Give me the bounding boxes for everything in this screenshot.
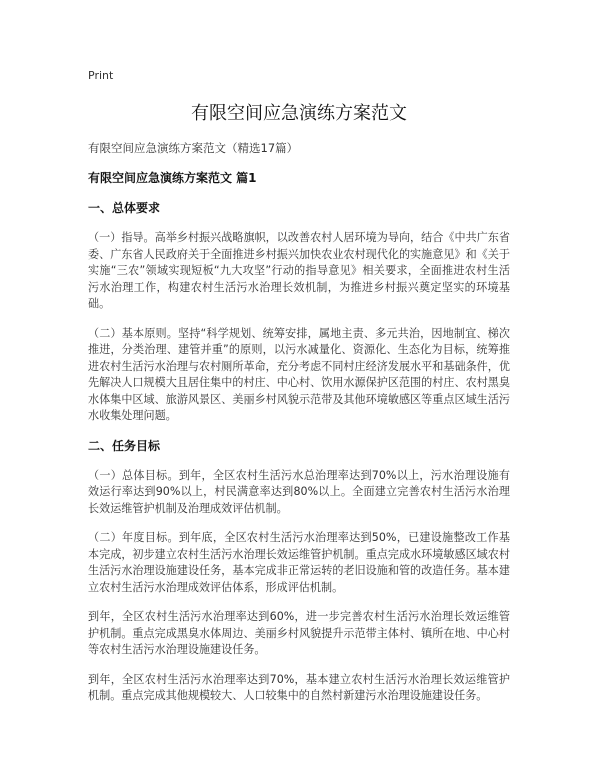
paragraph-guidance: （一）指导。高举乡村振兴战略旗帜，以改善农村人居环境为导向，结合《中共广东省委、广东省人民政府关于全面推进乡村振兴加快农业农村现代化的实施意见》和《关于实施“三农”领域实现短板“九大攻坚”行动的指导意见》相关要求，全面推进农村生活污水治理工作，构建农村生活污水治理长效机制，为推进乡村振兴奠定坚实的环境基础。 xyxy=(88,231,510,310)
document-subtitle: 有限空间应急演练方案范文（精选17篇） xyxy=(88,141,299,155)
section-title: 有限空间应急演练方案范文 篇1 xyxy=(88,171,257,185)
paragraph-basic-principles: （二）基本原则。坚持“科学规划、统筹安排，属地主责、多元共治，因地制宜、梯次推进，分类治理、建管并重”的原则，以污水减量化、资源化、生态化为目标，统筹推进农村生活污水治理与农村厕所革命，充分考虑不同村庄经济发展水平和基础条件，优先解决人口规模大且居住集中的村庄、中心村、饮用水源保护区范围的村庄、农村黑臭水体集中区域、旅游风景区、美丽乡村风貌示范带及其他环境敏感区等重点区域生活污水收集处理问题。 xyxy=(88,326,510,422)
print-link[interactable]: Print xyxy=(88,69,114,82)
paragraph-annual-goal: （二）年度目标。到年底，全区农村生活污水治理率达到50%，已建设施整改工作基本完成，初步建立农村生活污水治理长效运维管护机制。重点完成水环境敏感区域农村生活污水治理设施建设任务，基本完成非正常运转的老旧设施和管的改造任务。基本建立农村生活污水治理成效评估体系，形成评估机制。 xyxy=(88,531,510,594)
paragraph-overall-goal: （一）总体目标。到年，全区农村生活污水总治理率达到70%以上，污水治理设施有效运行率达到90%以上，村民满意率达到80%以上。全面建立完善农村生活污水治理长效运维管护机制及治理成效评估机制。 xyxy=(88,468,510,515)
heading-task-goals: 二、任务目标 xyxy=(88,438,161,453)
paragraph-goal-70: 到年，全区农村生活污水治理率达到70%，基本建立农村生活污水治理长效运维管护机制。重点完成其他规模较大、人口较集中的自然村新建污水治理设施建设任务。 xyxy=(88,672,510,702)
heading-general-requirements: 一、总体要求 xyxy=(88,201,161,215)
document-title: 有限空间应急演练方案范文 xyxy=(191,103,407,124)
paragraph-goal-60: 到年，全区农村生活污水治理率达到60%，进一步完善农村生活污水治理长效运维管护机制。重点完成黑臭水体周边、美丽乡村风貌提升示范带主体村、镇所在地、中心村等农村生活污水治理设施建设任务。 xyxy=(88,610,510,656)
